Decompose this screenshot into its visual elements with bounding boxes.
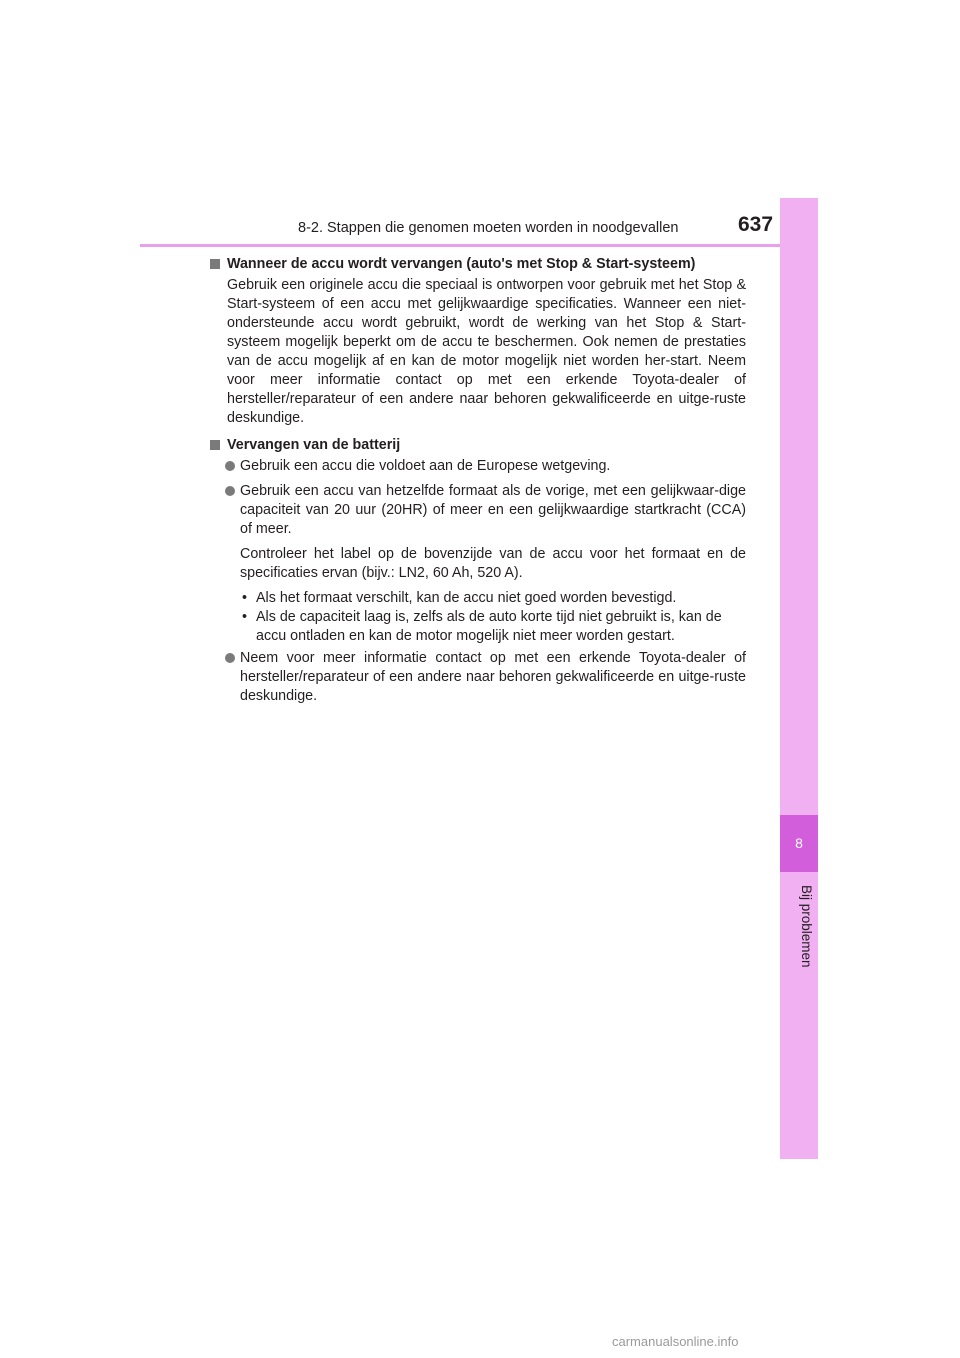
paragraph: Gebruik een originele accu die speciaal is ontworpen voor gebruik met het Stop & Start-systeem of een accu met gelijkwaardige specificaties. Wanneer een niet-ondersteunde accu wordt gebruikt, wordt de werking van het Stop & Start-systeem mogelijk beperkt om de accu te beschermen. Ook nemen de prestaties van de accu mogelijk af en kan de motor mogelijk niet worden her-start. Neem voor meer informatie contact op met een erkende Toyota-dealer of hersteller/reparateur of een andere naar behoren gekwalificeerde en uitge-ruste deskundige. bbox=[227, 277, 746, 426]
heading-text: Vervangen van de batterij bbox=[227, 437, 401, 453]
sub-list-item bbox=[240, 608, 746, 646]
header-divider bbox=[140, 244, 780, 247]
list-item-text: Gebruik een accu die voldoet aan de Europese wetgeving. bbox=[240, 458, 611, 474]
circle-bullet-icon bbox=[225, 486, 235, 496]
page-number: 637 bbox=[738, 213, 774, 236]
list-item bbox=[210, 457, 746, 476]
sub-list-item bbox=[240, 589, 746, 608]
dot-marker-icon: • bbox=[242, 590, 248, 606]
circle-bullet-icon bbox=[225, 653, 235, 663]
sub-list-item-text: Als de capaciteit laag is, zelfs als de auto korte tijd niet gebruikt is, kan de accu ontladen en kan de motor mogelijk niet meer worden gestart. bbox=[256, 609, 722, 644]
circle-bullet-icon bbox=[225, 461, 235, 471]
list-item bbox=[210, 482, 746, 539]
square-bullet-icon bbox=[210, 440, 220, 450]
list-item bbox=[210, 649, 746, 706]
chapter-label: Bij problemen bbox=[799, 884, 814, 968]
sub-list bbox=[210, 589, 746, 646]
list-item-text: Neem voor meer informatie contact op met een erkende Toyota-dealer of hersteller/reparateur of een andere naar behoren gekwalificeerde en uitge-ruste deskundige. bbox=[240, 650, 746, 704]
dot-marker-icon: • bbox=[242, 609, 248, 625]
square-bullet-icon bbox=[210, 259, 220, 269]
sub-list-item-text: Als het formaat verschilt, kan de accu niet goed worden bevestigd. bbox=[256, 590, 677, 606]
heading-text: Wanneer de accu wordt vervangen (auto's met Stop & Start-systeem) bbox=[227, 256, 696, 272]
list-item-text: Gebruik een accu van hetzelfde formaat als de vorige, met een gelijkwaar-dige capaciteit van 20 uur (20HR) of meer en een gelijkwaardige startkracht (CCA) of meer. bbox=[240, 483, 746, 537]
section-heading-replacing-battery bbox=[210, 436, 746, 455]
chapter-number: 8 bbox=[795, 835, 803, 851]
page-content bbox=[210, 255, 746, 712]
section-header-title: 8-2. Stappen die genomen moeten worden in noodgevallen bbox=[298, 220, 679, 236]
chapter-side-tab bbox=[780, 198, 818, 1159]
note-paragraph: Controleer het label op de bovenzijde van de accu voor het formaat en de specificaties ervan (bijv.: LN2, 60 Ah, 520 A). bbox=[240, 546, 746, 581]
section-heading-battery-replacement bbox=[210, 255, 746, 274]
watermark: carmanualsonline.info bbox=[612, 1334, 739, 1349]
